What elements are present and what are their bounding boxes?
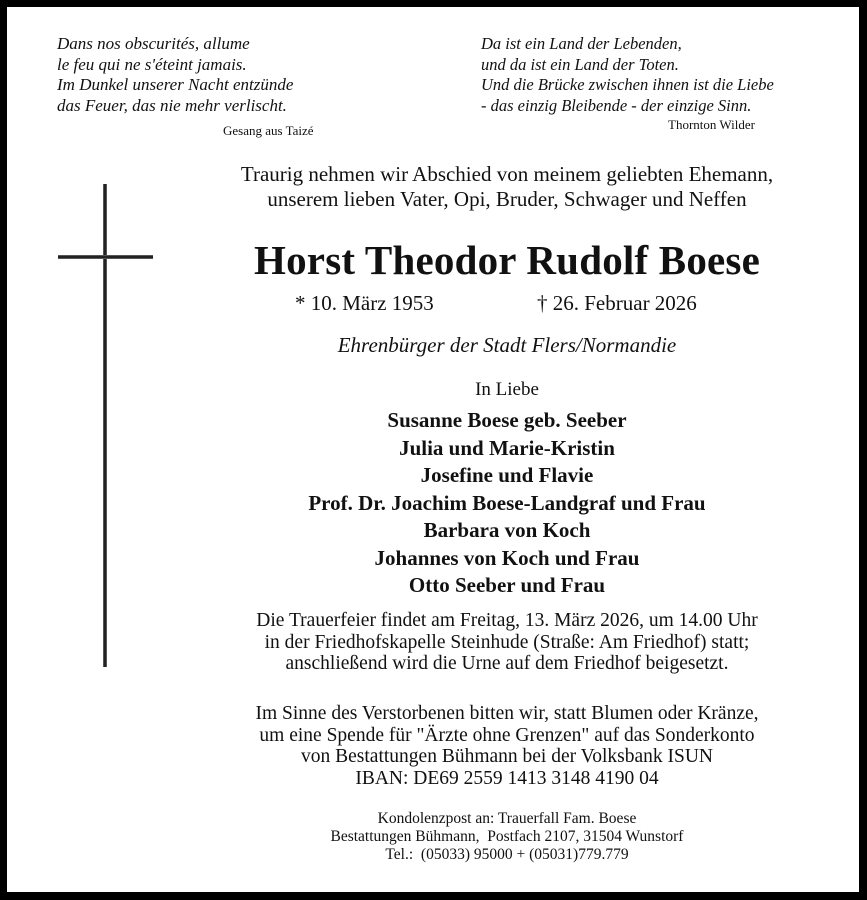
mourners-heading: In Liebe <box>475 379 539 400</box>
mourners-list <box>157 407 857 600</box>
quote-right-attribution: Thornton Wilder <box>668 117 755 132</box>
mourner-name: Otto Seeber und Frau <box>408 573 606 597</box>
intro-line: unserem lieben Vater, Opi, Bruder, Schwager und Neffen <box>267 187 747 211</box>
mourner-name: Josefine und Flavie <box>420 463 594 487</box>
donation-line: von Bestattungen Bühmann bei der Volksbank ISUN <box>301 746 713 767</box>
quote-left-line: Dans nos obscurités, allume <box>57 34 250 53</box>
iban: IBAN: DE69 2559 1413 3148 4190 04 <box>355 767 659 789</box>
mourner-name: Julia und Marie-Kristin <box>399 435 615 460</box>
service-info <box>157 610 857 675</box>
donation-line: um eine Spende für "Ärzte ohne Grenzen" auf das Sonderkonto <box>259 724 755 746</box>
contact-line: Kondolenzpost an: Trauerfall Fam. Boese <box>377 810 637 827</box>
contact-info <box>157 810 857 864</box>
intro-text <box>157 162 857 212</box>
service-line: Die Trauerfeier findet am Freitag, 13. März 2026, um 14.00 Uhr <box>256 610 758 631</box>
service-line: in der Friedhofskapelle Steinhude (Straße: Am Friedhof) statt; <box>264 631 750 653</box>
mourner-name: Prof. Dr. Joachim Boese-Landgraf und Frau <box>308 490 706 515</box>
donation-line: Im Sinne des Verstorbenen bitten wir, statt Blumen oder Kränze, <box>255 703 759 724</box>
service-line: anschließend wird die Urne auf dem Friedhof beigesetzt. <box>285 653 729 674</box>
contact-line: Bestattungen Bühmann, Postfach 2107, 31504 Wunstorf <box>330 828 684 845</box>
obituary-notice <box>7 7 859 892</box>
mourner-name: Johannes von Koch und Frau <box>374 545 640 570</box>
contact-line: Tel.: (05033) 95000 + (05031)779.779 <box>385 846 629 863</box>
donation-info <box>157 703 857 789</box>
quote-left-line: das Feuer, das nie mehr verlischt. <box>57 95 287 115</box>
birth-date: * 10. März 1953 <box>295 291 434 315</box>
honor-title: Ehrenbürger der Stadt Flers/Normandie <box>337 333 677 357</box>
quote-left <box>57 34 293 116</box>
quote-right <box>481 34 774 116</box>
intro-line: Traurig nehmen wir Abschied von meinem geliebten Ehemann, <box>240 162 774 186</box>
quote-left-line: le feu qui ne s'éteint jamais. <box>57 54 247 74</box>
deceased-name: Horst Theodor Rudolf Boese <box>254 237 760 283</box>
cross-horizontal-bar <box>58 255 153 259</box>
quote-right-line: Da ist ein Land der Lebenden, <box>481 34 682 53</box>
mourner-name: Susanne Boese geb. Seeber <box>387 408 627 432</box>
quote-left-line: Im Dunkel unserer Nacht entzünde <box>57 75 294 94</box>
quote-left-attribution: Gesang aus Taizé <box>223 123 314 138</box>
mourner-name: Barbara von Koch <box>423 518 591 542</box>
quote-right-line: und da ist ein Land der Toten. <box>481 54 679 74</box>
quote-right-line: - das einzig Bleibende - der einzige Sinn. <box>481 95 752 115</box>
quote-right-line: Und die Brücke zwischen ihnen ist die Liebe <box>481 75 774 94</box>
death-date: † 26. Februar 2026 <box>537 291 697 315</box>
